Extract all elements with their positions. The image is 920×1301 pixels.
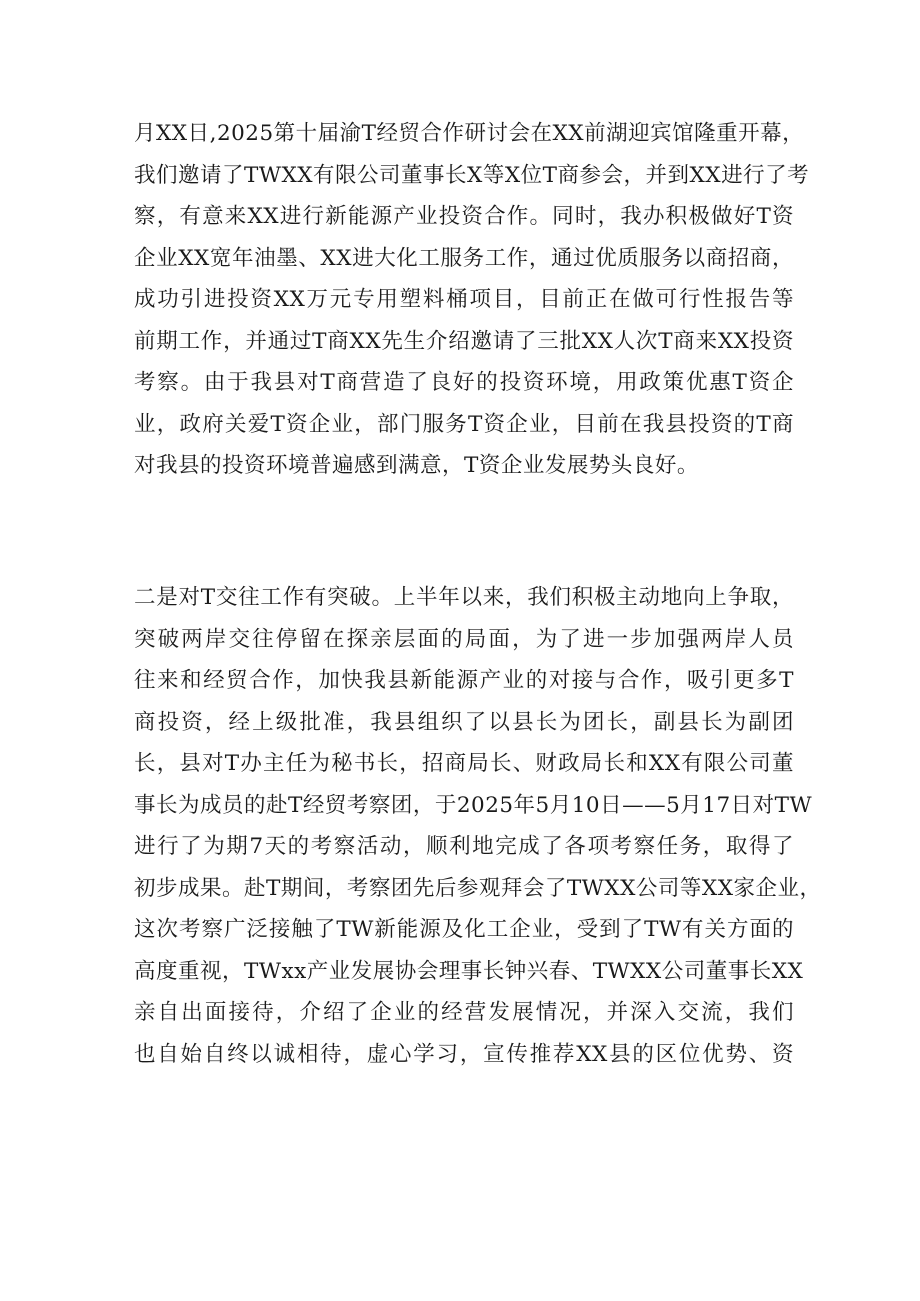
- paragraph-line: 亲自出面接待，介绍了企业的经营发展情况，并深入交流，我们: [134, 1000, 794, 1025]
- paragraph-line: 考察。由于我县对T商营造了良好的投资环境，用政策优惠T资企: [134, 370, 794, 395]
- paragraph-line: 企业XX宽年油墨、XX进大化工服务工作，通过优质服务以商招商，: [134, 245, 794, 271]
- paragraph-line: 往来和经贸合作，加快我县新能源产业的对接与合作，吸引更多T: [134, 668, 794, 693]
- paragraph-1: [134, 113, 810, 487]
- paragraph-line: 业，政府关爱T资企业，部门服务T资企业，目前在我县投资的T商: [134, 411, 794, 437]
- paragraph-line: 商投资，经上级批准，我县组织了以县长为团长，副县长为副团: [134, 709, 794, 735]
- paragraph-line: 月XX日,2025第十届渝T经贸合作研讨会在XX前湖迎宾馆隆重开幕，: [134, 121, 805, 146]
- paragraph-line: 进行了为期7天的考察活动，顺利地完成了各项考察任务，取得了: [134, 834, 794, 859]
- paragraph-line: 长，县对T办主任为秘书长，招商局长、财政局长和XX有限公司董: [134, 751, 794, 776]
- paragraph-line: 二是对T交往工作有突破。上半年以来，我们积极主动地向上争取，: [134, 585, 794, 610]
- paragraph-line: 也自始自终以诚相待，虚心学习，宣传推荐XX县的区位优势、资: [134, 1041, 794, 1067]
- paragraph-line: 对我县的投资环境普遍感到满意，T资企业发展势头良好。: [134, 453, 699, 478]
- paragraph-line: 高度重视，TWxx产业发展协会理事长钟兴春、TWXX公司董事长XX: [134, 958, 804, 984]
- paragraph-line: 前期工作，并通过T商XX先生介绍邀请了三批XX人次T商来XX投资: [134, 328, 794, 354]
- paragraph-line: 突破两岸交往停留在探亲层面的局面，为了进一步加强两岸人员: [134, 626, 794, 652]
- paragraph-line: 初步成果。赴T期间，考察团先后参观拜会了TWXX公司等XX家企业，: [134, 875, 822, 901]
- paragraph-line: 成功引进投资XX万元专用塑料桶项目，目前正在做可行性报告等: [134, 287, 794, 312]
- paragraph-2: [134, 577, 822, 1075]
- paragraph-line: 我们邀请了TWXX有限公司董事长X等X位T商参会，并到XX进行了考: [134, 162, 810, 188]
- paragraph-line: 察，有意来XX进行新能源产业投资合作。同时，我办积极做好T资: [134, 204, 794, 229]
- paragraph-line: 事长为成员的赴T经贸考察团，于2025年5月10日——5月17日对TW: [134, 792, 813, 818]
- paragraph-line: 这次考察广泛接触了TW新能源及化工企业，受到了TW有关方面的: [134, 917, 794, 942]
